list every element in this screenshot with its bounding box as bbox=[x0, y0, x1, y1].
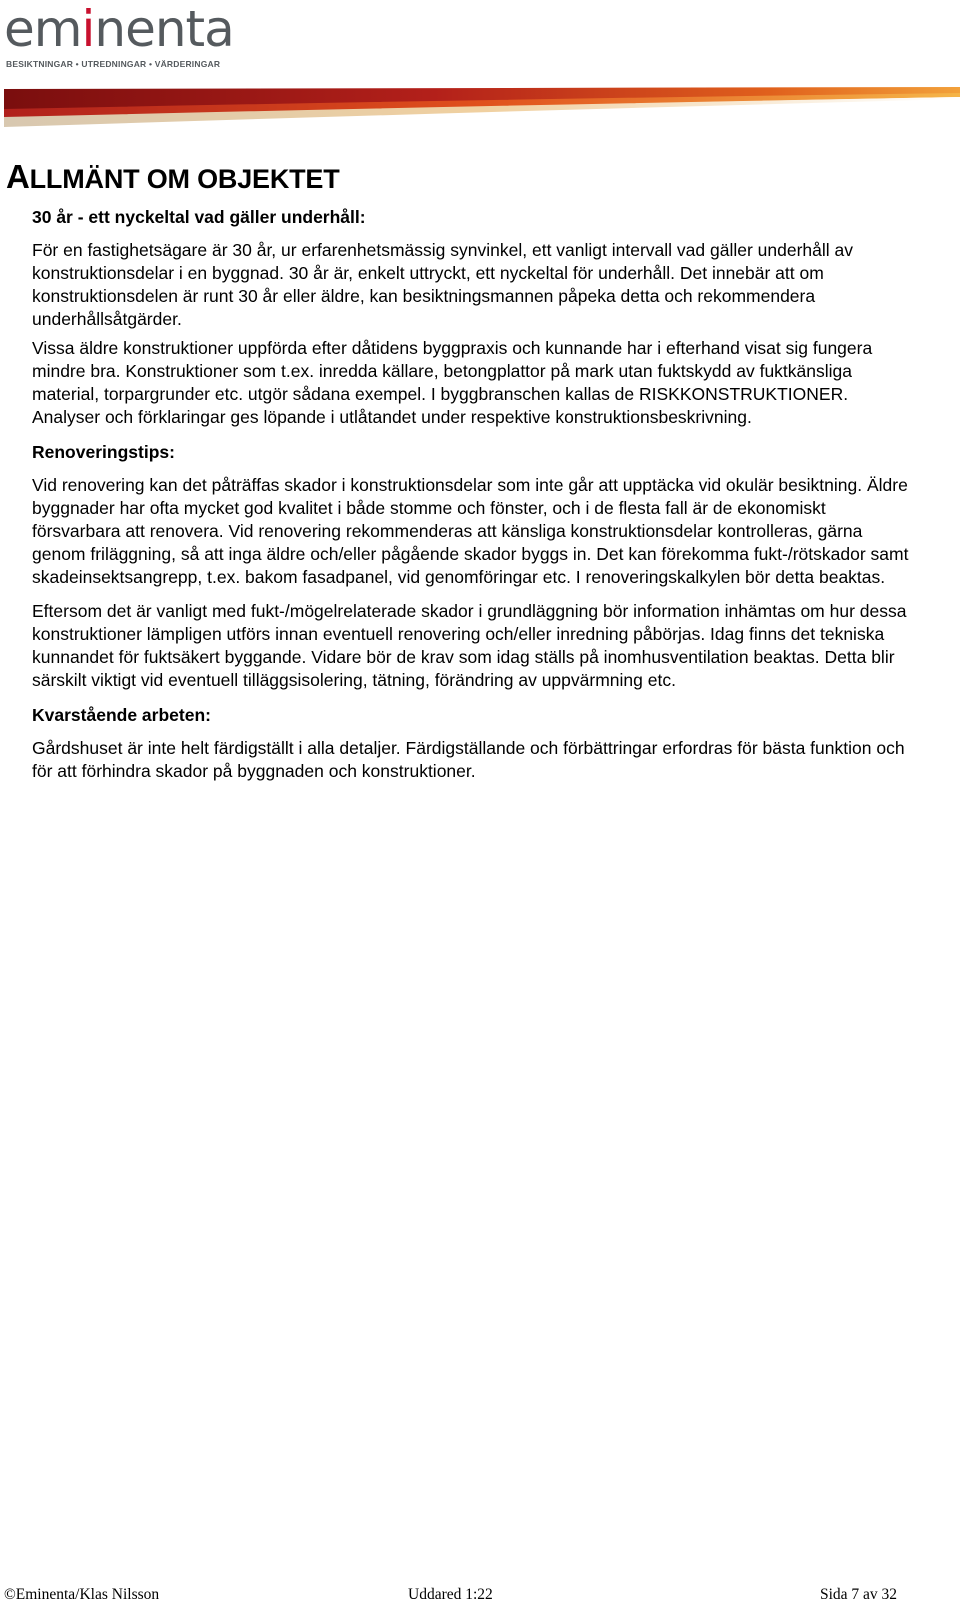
header-banner bbox=[4, 87, 960, 131]
logo-tagline: BESIKTNINGAR • UTREDNINGAR • VÄRDERINGAR bbox=[6, 59, 221, 69]
page-title: ALLMÄNT OM OBJEKTET bbox=[6, 158, 340, 195]
section-heading-maintenance: 30 år - ett nyckeltal vad gäller underhåll: bbox=[32, 207, 366, 227]
page-footer bbox=[0, 1586, 960, 1608]
paragraph: Gårdshuset är inte helt färdigställt i alla detaljer. Färdigställande och förbättringar erfordras för bästa funktion och för att förhindra skador på byggnaden och konstruktioner. bbox=[32, 738, 905, 781]
paragraph: Eftersom det är vanligt med fukt-/mögelrelaterade skador i grundläggning bör information inhämtas om hur dessa konstruktioner lämpligen utförs innan eventuell renovering och/eller inredning påbörjas. Idag finns det tekniska kunnandet för fuktsäkert byggande. Vidare bör de krav som idag ställs på inomhusventilation beaktas. Detta blir särskilt viktigt vid eventuell tilläggsisolering, tätning, förändring av uppvärmning etc. bbox=[32, 601, 907, 690]
logo-wordmark: eminenta bbox=[4, 0, 234, 58]
company-logo bbox=[4, 2, 244, 72]
footer-copyright: ©Eminenta/Klas Nilsson bbox=[4, 1586, 160, 1603]
footer-page-number: Sida 7 av 32 bbox=[820, 1586, 898, 1603]
document-body bbox=[32, 205, 912, 794]
section-heading-renovation-tips: Renoveringstips: bbox=[32, 442, 175, 462]
paragraph: För en fastighetsägare är 30 år, ur erfarenhetsmässig synvinkel, ett vanligt intervall vad gäller underhåll av konstruktionsdelar i en byggnad. 30 år är, enkelt uttryckt, ett nyckeltal för underhåll. Det innebär att om konstruktionsdelen är runt 30 år eller äldre, kan besiktningsmannen påpeka detta och rekommendera underhållsåtgärder. bbox=[32, 240, 853, 329]
paragraph: Vid renovering kan det påträffas skador i konstruktionsdelar som inte går att upptäcka vid okulär besiktning. Äldre byggnader har ofta mycket god kvalitet i både stomme och fönster, och i de flesta fall är de ekonomiskt försvarbara att renovera. Vid renovering rekommenderas att känsliga konstruktionsdelar kontrolleras, gärna genom friläggning, så att inga äldre och/eller pågående skador byggs in. Det kan förekomma fukt-/rötskador samt skadeinsektsangrepp, t.ex. bakom fasadpanel, vid genomföringar etc. I renoveringskalkylen bör detta beaktas. bbox=[32, 475, 909, 587]
paragraph: Vissa äldre konstruktioner uppförda efter dåtidens byggpraxis och kunnande har i efterhand visat sig fungera mindre bra. Konstruktioner som t.ex. inredda källare, betongplattor på mark utan fuktskydd av fuktkänsliga material, torpargrunder etc. utgör sådana exempel. I byggbranschen kallas de RISKKONSTRUKTIONER. Analyser och förklaringar ges löpande i utlåtandet under respektive konstruktionsbeskrivning. bbox=[32, 338, 873, 427]
footer-property: Uddared 1:22 bbox=[408, 1586, 493, 1603]
section-heading-remaining-work: Kvarstående arbeten: bbox=[32, 705, 211, 725]
